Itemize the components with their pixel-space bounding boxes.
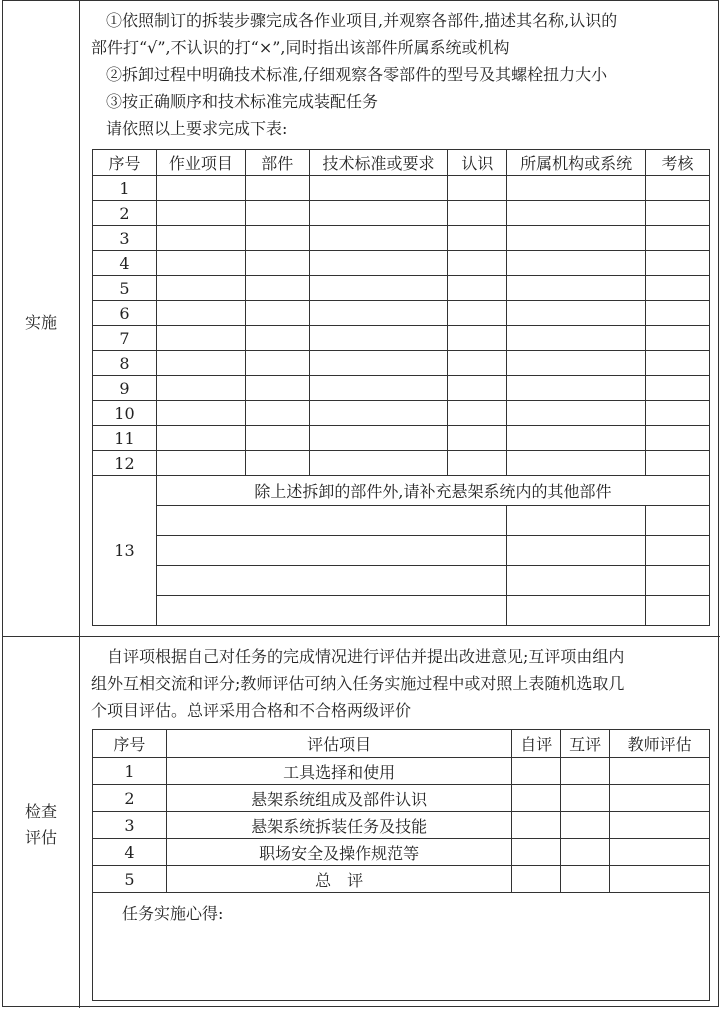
cell[interactable] (309, 226, 448, 251)
table-row (93, 401, 710, 426)
cell[interactable] (646, 451, 710, 476)
row-number: 7 (93, 326, 157, 351)
cell[interactable] (309, 201, 448, 226)
cell[interactable] (309, 176, 448, 201)
row-number: 3 (93, 226, 157, 251)
cell[interactable] (245, 376, 309, 401)
cell[interactable] (507, 276, 646, 301)
cell[interactable] (448, 226, 507, 251)
cell[interactable] (309, 351, 448, 376)
cell[interactable] (448, 326, 507, 351)
cell[interactable] (507, 251, 646, 276)
cell[interactable] (507, 301, 646, 326)
task-table (92, 149, 710, 626)
notes-row (93, 893, 710, 1001)
eval-row-number: 4 (93, 839, 167, 866)
eval-row (93, 812, 710, 839)
cell[interactable] (507, 451, 646, 476)
cell[interactable] (245, 326, 309, 351)
self-score-cell[interactable] (512, 785, 561, 812)
eval-line-2: 组外互相交流和评分;教师评估可纳入任务实施过程中或对照上表随机选取几 (91, 674, 625, 693)
row-number: 6 (93, 301, 157, 326)
section-divider (3, 636, 720, 637)
cell[interactable] (245, 351, 309, 376)
supplement-row (93, 506, 710, 536)
cell[interactable] (507, 176, 646, 201)
teacher-score-cell[interactable] (610, 785, 710, 812)
row-number: 4 (93, 251, 157, 276)
cell[interactable] (245, 276, 309, 301)
peer-score-cell[interactable] (561, 866, 610, 893)
task-notes-field[interactable] (93, 893, 710, 1001)
eval-row-item: 职场安全及操作规范等 (166, 839, 511, 866)
cell[interactable] (448, 251, 507, 276)
row-number: 2 (93, 201, 157, 226)
supplement-system-cell[interactable] (507, 536, 646, 566)
eval-row (93, 758, 710, 785)
cell[interactable] (156, 251, 245, 276)
instruction-line-4: ③按正确顺序和技术标准完成装配任务 (106, 92, 379, 111)
teacher-score-cell[interactable] (610, 866, 710, 893)
row13-note-row (93, 476, 710, 506)
form-frame (2, 0, 719, 1007)
column-divider (79, 1, 80, 1008)
cell[interactable] (156, 276, 245, 301)
table-row (93, 451, 710, 476)
row-number: 8 (93, 351, 157, 376)
cell[interactable] (245, 176, 309, 201)
cell[interactable] (448, 401, 507, 426)
peer-score-cell[interactable] (561, 785, 610, 812)
cell[interactable] (507, 376, 646, 401)
supplement-assess-cell[interactable] (646, 566, 710, 596)
eval-row (93, 866, 710, 893)
eval-row-number: 1 (93, 758, 167, 785)
supplement-row (93, 536, 710, 566)
self-score-cell[interactable] (512, 866, 561, 893)
peer-score-cell[interactable] (561, 758, 610, 785)
peer-score-cell[interactable] (561, 839, 610, 866)
header-recognize: 认识 (448, 150, 507, 176)
cell[interactable] (309, 276, 448, 301)
eval-row-item: 工具选择和使用 (166, 758, 511, 785)
supplement-part-cell[interactable] (156, 506, 506, 536)
check-label: 检查 (24, 802, 57, 821)
cell[interactable] (156, 301, 245, 326)
eval-row-number: 3 (93, 812, 167, 839)
header-no: 序号 (93, 150, 157, 176)
cell[interactable] (156, 201, 245, 226)
cell[interactable] (507, 226, 646, 251)
cell[interactable] (448, 176, 507, 201)
row-number-13: 13 (93, 476, 157, 626)
cell[interactable] (156, 351, 245, 376)
eval-header-peer: 互评 (561, 730, 610, 758)
eval-row (93, 839, 710, 866)
eval-line-1: 自评项根据自己对任务的完成情况进行评估并提出改进意见;互评项由组内 (107, 647, 625, 666)
cell[interactable] (309, 401, 448, 426)
supplement-part-cell[interactable] (156, 596, 506, 626)
cell[interactable] (448, 201, 507, 226)
cell[interactable] (309, 376, 448, 401)
cell[interactable] (309, 326, 448, 351)
eval-row-number: 2 (93, 785, 167, 812)
table-row (93, 376, 710, 401)
instruction-line-2: 部件打“√”,不认识的打“×”,同时指出该部件所属系统或机构 (91, 38, 510, 57)
row13-note: 除上述拆卸的部件外,请补充悬架系统内的其他部件 (156, 476, 709, 506)
cell[interactable] (448, 301, 507, 326)
task-notes-label: 任务实施心得: (122, 904, 224, 923)
cell[interactable] (646, 301, 710, 326)
cell[interactable] (309, 251, 448, 276)
cell[interactable] (245, 251, 309, 276)
cell[interactable] (646, 426, 710, 451)
row-number: 5 (93, 276, 157, 301)
table-row (93, 351, 710, 376)
supplement-assess-cell[interactable] (646, 506, 710, 536)
cell[interactable] (156, 401, 245, 426)
header-assess: 考核 (646, 150, 710, 176)
table-row (93, 301, 710, 326)
header-standard: 技术标准或要求 (309, 150, 448, 176)
cell[interactable] (507, 326, 646, 351)
row-number: 12 (93, 451, 157, 476)
instruction-line-5: 请依照以上要求完成下表: (106, 119, 288, 138)
implement-label: 实施 (24, 313, 57, 332)
cell[interactable] (309, 451, 448, 476)
table-row (93, 226, 710, 251)
cell[interactable] (646, 226, 710, 251)
self-score-cell[interactable] (512, 839, 561, 866)
cell[interactable] (156, 326, 245, 351)
table-row (93, 276, 710, 301)
cell[interactable] (507, 426, 646, 451)
cell[interactable] (245, 201, 309, 226)
eval-row-item: 悬架系统拆装任务及技能 (166, 812, 511, 839)
teacher-score-cell[interactable] (610, 839, 710, 866)
header-task: 作业项目 (156, 150, 245, 176)
instruction-line-3: ②拆卸过程中明确技术标准,仔细观察各零部件的型号及其螺栓扭力大小 (106, 65, 608, 84)
cell[interactable] (507, 351, 646, 376)
cell[interactable] (245, 301, 309, 326)
cell[interactable] (646, 376, 710, 401)
cell[interactable] (646, 176, 710, 201)
peer-score-cell[interactable] (561, 812, 610, 839)
teacher-score-cell[interactable] (610, 758, 710, 785)
cell[interactable] (448, 276, 507, 301)
table-row (93, 426, 710, 451)
table-row (93, 251, 710, 276)
self-score-cell[interactable] (512, 758, 561, 785)
supplement-assess-cell[interactable] (646, 536, 710, 566)
eval-header-no: 序号 (93, 730, 167, 758)
cell[interactable] (448, 351, 507, 376)
supplement-row (93, 566, 710, 596)
cell[interactable] (507, 401, 646, 426)
eval-row-item: 悬架系统组成及部件认识 (166, 785, 511, 812)
cell[interactable] (156, 226, 245, 251)
cell[interactable] (646, 351, 710, 376)
eval-header-item: 评估项目 (166, 730, 511, 758)
cell[interactable] (156, 451, 245, 476)
table-row (93, 201, 710, 226)
table-row (93, 176, 710, 201)
cell[interactable] (245, 401, 309, 426)
instructions (91, 7, 717, 142)
supplement-part-cell[interactable] (156, 566, 506, 596)
eval-table-header (93, 730, 710, 758)
cell[interactable] (156, 176, 245, 201)
supplement-part-cell[interactable] (156, 536, 506, 566)
cell[interactable] (156, 426, 245, 451)
header-part: 部件 (245, 150, 309, 176)
supplement-system-cell[interactable] (507, 596, 646, 626)
eval-row-item: 总 评 (166, 866, 511, 893)
cell[interactable] (309, 301, 448, 326)
task-table-header (93, 150, 710, 176)
check-eval-label (3, 799, 79, 851)
row-number: 11 (93, 426, 157, 451)
eval-line-3: 个项目评估。总评采用合格和不合格两级评价 (91, 701, 412, 720)
eval-header-self: 自评 (512, 730, 561, 758)
table-row (93, 326, 710, 351)
supplement-assess-cell[interactable] (646, 596, 710, 626)
cell[interactable] (646, 251, 710, 276)
cell[interactable] (309, 426, 448, 451)
eval-label: 评估 (24, 828, 57, 847)
cell[interactable] (646, 326, 710, 351)
self-score-cell[interactable] (512, 812, 561, 839)
cell[interactable] (646, 201, 710, 226)
cell[interactable] (245, 451, 309, 476)
evaluation-table (92, 729, 710, 1001)
instruction-line-1: ①依照制订的拆装步骤完成各作业项目,并观察各部件,描述其名称,认识的 (106, 11, 618, 30)
supplement-row (93, 596, 710, 626)
cell[interactable] (448, 376, 507, 401)
cell[interactable] (245, 226, 309, 251)
eval-row-number: 5 (93, 866, 167, 893)
eval-header-teacher: 教师评估 (610, 730, 710, 758)
eval-row (93, 785, 710, 812)
evaluation-text (91, 643, 717, 724)
cell[interactable] (448, 451, 507, 476)
row-number: 10 (93, 401, 157, 426)
row-number: 9 (93, 376, 157, 401)
row-number: 1 (93, 176, 157, 201)
supplement-system-cell[interactable] (507, 506, 646, 536)
teacher-score-cell[interactable] (610, 812, 710, 839)
cell[interactable] (448, 426, 507, 451)
cell[interactable] (646, 401, 710, 426)
cell[interactable] (245, 426, 309, 451)
supplement-system-cell[interactable] (507, 566, 646, 596)
cell[interactable] (156, 376, 245, 401)
cell[interactable] (507, 201, 646, 226)
cell[interactable] (646, 276, 710, 301)
header-system: 所属机构或系统 (507, 150, 646, 176)
